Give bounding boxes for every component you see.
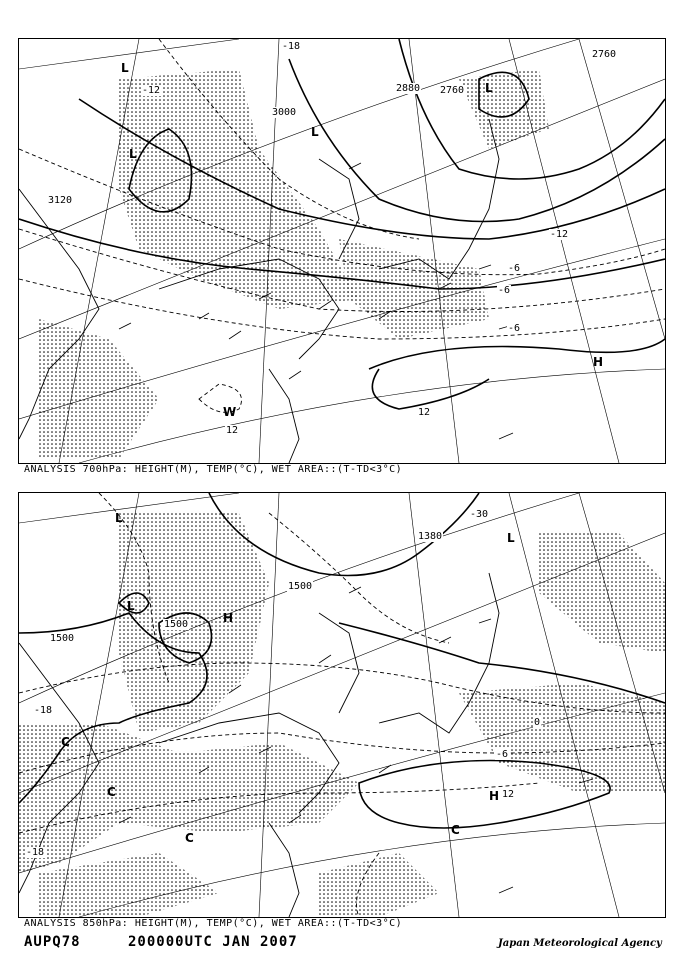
temp-label: 12 xyxy=(226,425,239,436)
wet-area xyxy=(19,513,665,917)
high-symbol: H xyxy=(489,789,500,803)
height-label: 1500 xyxy=(288,581,313,592)
temp-label: -6 xyxy=(498,285,511,296)
low-symbol: L xyxy=(507,531,515,545)
low-symbol: L xyxy=(311,125,319,139)
map-canvas-700hpa xyxy=(19,39,665,463)
agency-name: Japan Meteorological Agency xyxy=(498,938,662,949)
low-symbol: L xyxy=(127,599,135,613)
cold-symbol: C xyxy=(61,735,70,749)
map-panel-700hpa xyxy=(18,38,666,464)
map-panel-850hpa xyxy=(18,492,666,918)
valid-time: 200000UTC JAN 2007 xyxy=(128,934,298,950)
temp-label: -12 xyxy=(550,229,569,240)
cold-symbol: C xyxy=(107,785,116,799)
temp-label: -6 xyxy=(496,749,509,760)
temp-label: -18 xyxy=(34,705,53,716)
height-label: 1500 xyxy=(164,619,189,630)
cold-symbol: C xyxy=(451,823,460,837)
low-symbol: L xyxy=(121,61,129,75)
temp-label: -12 xyxy=(142,85,161,96)
caption-850hpa: ANALYSIS 850hPa: HEIGHT(M), TEMP(°C), WET AREA::(T-TD<3°C) xyxy=(24,918,403,929)
height-label: 3000 xyxy=(272,107,297,118)
wet-area xyxy=(39,69,549,459)
temp-label: -18 xyxy=(26,847,45,858)
height-label: 1380 xyxy=(418,531,443,542)
low-symbol: L xyxy=(115,511,123,525)
high-symbol: H xyxy=(223,611,234,625)
temp-label: 0 xyxy=(534,717,541,728)
chart-code: AUPQ78 xyxy=(24,934,81,950)
high-symbol: H xyxy=(593,355,604,369)
temp-label: -6 xyxy=(508,323,521,334)
height-label: 3120 xyxy=(48,195,73,206)
height-label: 1500 xyxy=(50,633,75,644)
height-label: 2760 xyxy=(592,49,617,60)
warm-symbol: W xyxy=(223,405,237,419)
caption-700hpa: ANALYSIS 700hPa: HEIGHT(M), TEMP(°C), WET AREA::(T-TD<3°C) xyxy=(24,464,403,475)
temp-label: -30 xyxy=(470,509,489,520)
temp-label: 12 xyxy=(418,407,431,418)
map-canvas-850hpa xyxy=(19,493,665,917)
height-label: 2880 xyxy=(396,83,421,94)
cold-symbol: C xyxy=(185,831,194,845)
temp-label: -6 xyxy=(508,263,521,274)
temp-label: -18 xyxy=(282,41,301,52)
height-label: 2760 xyxy=(440,85,465,96)
temp-label: 12 xyxy=(502,789,515,800)
low-symbol: L xyxy=(129,147,137,161)
low-symbol: L xyxy=(485,81,493,95)
